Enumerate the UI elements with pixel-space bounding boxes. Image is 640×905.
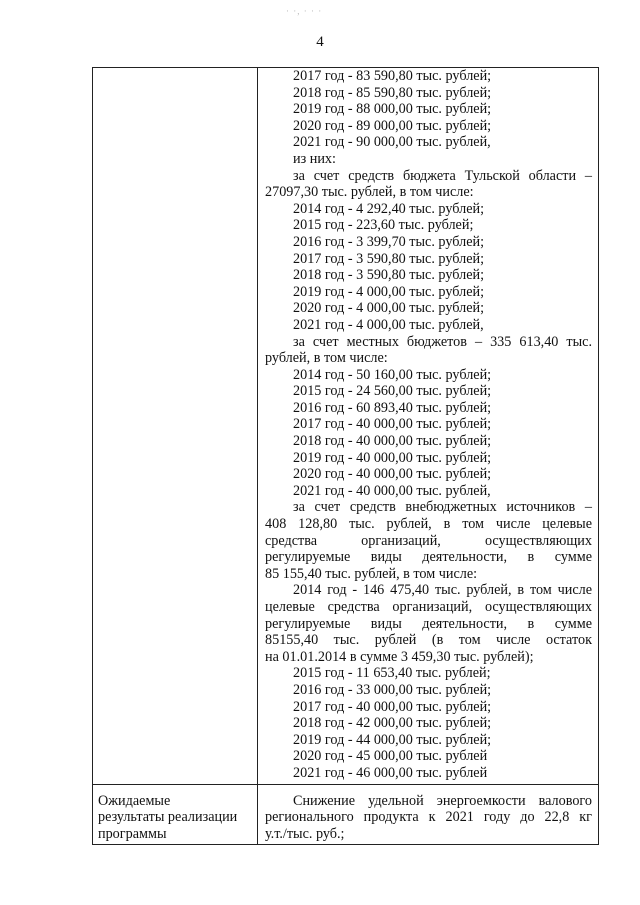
funding-line: 2017 год - 83 590,80 тыс. рублей; <box>293 68 492 84</box>
local-year-line: 2019 год - 40 000,00 тыс. рублей; <box>293 449 492 466</box>
local-year-line: 2015 год - 24 560,00 тыс. рублей; <box>293 383 492 400</box>
offbudget-year-line: 2017 год - 40 000,00 тыс. рублей; <box>293 698 492 715</box>
offbudget-2014: 2014 год - 146 475,40 тыс. рублей, в том числе <box>293 582 592 599</box>
offbudget-year-line: 2016 год - 33 000,00 тыс. рублей; <box>293 681 492 698</box>
offbudget-year-line: 2021 год - 46 000,00 тыс. рублей <box>293 764 488 781</box>
funding-value-cell <box>258 68 599 785</box>
local-budget-intro-cont: рублей, в том числе: <box>265 350 388 367</box>
results-label-cell <box>93 784 258 845</box>
funding-label-cell <box>93 68 258 785</box>
results-value-cell <box>258 784 599 845</box>
offbudget-intro-cont: 408 128,80 тыс. рублей, в том числе целевые <box>265 516 592 533</box>
funding-line: 2019 год - 88 000,00 тыс. рублей; <box>293 101 492 118</box>
offbudget-2014-cont: целевые средства организаций, осуществляющих <box>265 599 592 615</box>
local-year-line: 2020 год - 40 000,00 тыс. рублей; <box>293 466 492 483</box>
page-number: 4 <box>316 34 324 50</box>
regional-year-line: 2018 год - 3 590,80 тыс. рублей; <box>293 267 485 284</box>
regional-year-line: 2014 год - 4 292,40 тыс. рублей; <box>293 200 485 217</box>
offbudget-year-line: 2019 год - 44 000,00 тыс. рублей; <box>293 731 492 748</box>
results-row <box>93 784 599 845</box>
regional-year-line: 2015 год - 223,60 тыс. рублей; <box>293 217 474 234</box>
offbudget-year-line: 2018 год - 42 000,00 тыс. рублей; <box>293 715 492 732</box>
results-label-line: результаты реализации <box>98 809 238 826</box>
regional-budget-intro-cont: 27097,30 тыс. рублей, в том числе: <box>265 184 474 201</box>
regional-year-line: 2017 год - 3 590,80 тыс. рублей; <box>293 250 485 267</box>
regional-year-line: 2021 год - 4 000,00 тыс. рублей, <box>293 316 484 333</box>
local-year-line: 2018 год - 40 000,00 тыс. рублей; <box>293 433 492 450</box>
local-year-line: 2017 год - 40 000,00 тыс. рублей; <box>293 416 492 433</box>
funding-row <box>93 68 599 785</box>
offbudget-2014-cont: 85155,40 тыс. рублей (в том числе остаток <box>265 632 592 649</box>
funding-line: 2020 год - 89 000,00 тыс. рублей; <box>293 117 492 134</box>
offbudget-year-line: 2015 год - 11 653,40 тыс. рублей; <box>293 665 491 682</box>
results-label-line: программы <box>98 825 167 842</box>
local-budget-intro: за счет местных бюджетов – 335 613,40 тыс. <box>293 333 592 350</box>
offbudget-2014-cont: на 01.01.2014 в сумме 3 459,30 тыс. рублей); <box>265 648 534 665</box>
funding-line: 2021 год - 90 000,00 тыс. рублей, <box>293 134 491 151</box>
results-text-line: регионального продукта к 2021 году до 22,8 кг <box>265 809 592 826</box>
offbudget-intro-cont: 85 155,40 тыс. рублей, в том числе: <box>265 565 478 582</box>
funding-line: из них: <box>293 150 336 167</box>
local-year-line: 2016 год - 60 893,40 тыс. рублей; <box>293 399 492 416</box>
regional-budget-intro: за счет средств бюджета Тульской области – <box>293 167 592 184</box>
offbudget-intro: за счет средств внебюджетных источников – <box>293 499 592 516</box>
funding-line: 2018 год - 85 590,80 тыс. рублей; <box>293 84 492 101</box>
offbudget-intro-cont: средства организаций, осуществляющих <box>265 532 592 549</box>
regional-year-line: 2016 год - 3 399,70 тыс. рублей; <box>293 233 485 250</box>
offbudget-intro-cont: регулируемые виды деятельности, в сумме <box>265 549 592 566</box>
results-label-line: Ожидаемые <box>98 792 171 809</box>
local-year-line: 2021 год - 40 000,00 тыс. рублей, <box>293 482 491 499</box>
scan-mark: · ·, · · · <box>286 6 323 16</box>
offbudget-year-line: 2020 год - 45 000,00 тыс. рублей <box>293 748 488 765</box>
regional-year-line: 2020 год - 4 000,00 тыс. рублей; <box>293 300 485 317</box>
local-year-line: 2014 год - 50 160,00 тыс. рублей; <box>293 366 492 383</box>
program-passport-table <box>92 67 599 845</box>
offbudget-2014-cont: регулируемые виды деятельности, в сумме <box>265 615 592 632</box>
results-text-line: Снижение удельной энергоемкости валового <box>293 792 592 809</box>
regional-year-line: 2019 год - 4 000,00 тыс. рублей; <box>293 283 485 300</box>
results-text-line: у.т./тыс. руб.; <box>265 825 345 842</box>
